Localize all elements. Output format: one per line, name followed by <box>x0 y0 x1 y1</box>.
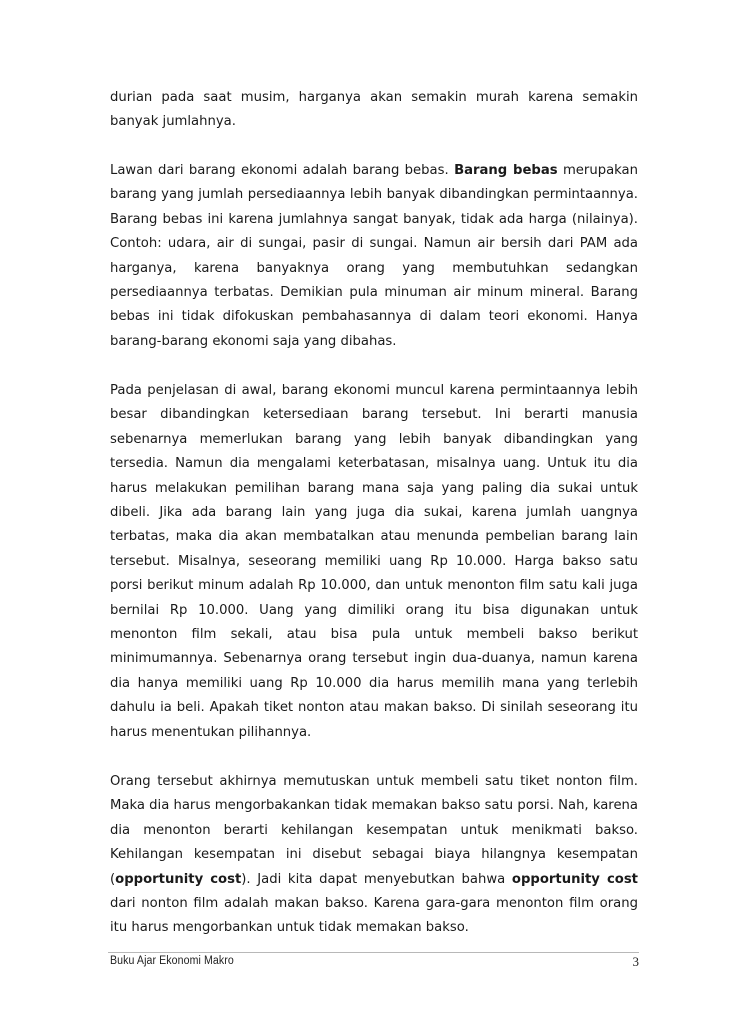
paragraph-barang-bebas <box>110 159 638 354</box>
paragraph-text <box>110 159 638 354</box>
paragraph-text <box>110 770 638 941</box>
bold-term-opportunity-cost: opportunity cost <box>511 871 638 887</box>
text-run: Lawan dari barang ekonomi adalah barang bebas. <box>110 163 455 178</box>
text-run: ). Jadi kita dapat menyebutkan bahwa <box>241 871 512 887</box>
paragraph-opportunity-cost <box>110 770 638 941</box>
paragraph-durian <box>110 86 638 135</box>
bold-term-barang-bebas: Barang bebas <box>454 163 558 178</box>
footer-book-title: Buku Ajar Ekonomi Makro <box>110 955 234 967</box>
footer-divider <box>108 952 639 953</box>
bold-term-opportunity-cost: opportunity cost <box>115 871 242 887</box>
text-run: Orang tersebut akhirnya memutuskan untuk membeli satu tiket nonton film. Maka dia harus mengorbakankan tidak memakan bakso satu porsi. Nah, karena dia menonton berarti kehilangan kesempatan untuk menikmati bakso. Kehilangan kesempatan ini disebut sebagai biaya hilangnya kesempatan ( <box>110 774 638 887</box>
text-run: dari nonton film adalah makan bakso. Karena gara-gara menonton film orang itu harus mengorbankan untuk tidak memakan bakso. <box>110 896 638 936</box>
paragraph-text: Pada penjelasan di awal, barang ekonomi muncul karena permintaannya lebih besar dibandingkan ketersediaan barang tersebut. Ini berarti manusia sebenarnya memerlukan barang yang lebih banyak dibandingkan yang tersedia. Namun dia mengalami keterbatasan, misalnya uang. Untuk itu dia harus melakukan pemilihan barang mana saja yang paling dia sukai untuk dibeli. Jika ada barang lain yang juga dia sukai, karena jumlah uangnya terbatas, maka dia akan membatalkan atau menunda pembelian barang lain tersebut. Misalnya, seseorang memiliki uang Rp 10.000. Harga bakso satu porsi berikut minum adalah Rp 10.000, dan untuk menonton film satu kali juga bernilai Rp 10.000. Uang yang dimiliki orang itu bisa digunakan untuk menonton film sekali, atau bisa pula untuk membeli bakso berikut minimumannya. Sebenarnya orang tersebut ingin dua-duanya, namun karena dia hanya memiliki uang Rp 10.000 dia harus memilih mana yang terlebih dahulu ia beli. Apakah tiket nonton atau makan bakso. Di sinilah seseorang itu harus menentukan pilihannya. <box>110 383 638 740</box>
page-number: 3 <box>632 954 639 969</box>
text-run: merupakan barang yang jumlah persediaannya lebih banyak dibandingkan permintaannya. Barang bebas ini karena jumlahnya sangat banyak, tidak ada harga (nilainya). Contoh: udara, air di sungai, pasir di sungai. Namun air bersih dari PAM ada harganya, karena banyaknya orang yang membutuhkan sedangkan persediaannya terbatas. Demikian pula minuman air minum mineral. Barang bebas ini tidak difokuskan pembahasannya di dalam teori ekonomi. Hanya barang-barang ekonomi saja yang dibahas. <box>110 163 638 349</box>
paragraph-penjelasan <box>110 379 638 745</box>
paragraph-text: durian pada saat musim, harganya akan semakin murah karena semakin banyak jumlahnya. <box>110 90 638 130</box>
